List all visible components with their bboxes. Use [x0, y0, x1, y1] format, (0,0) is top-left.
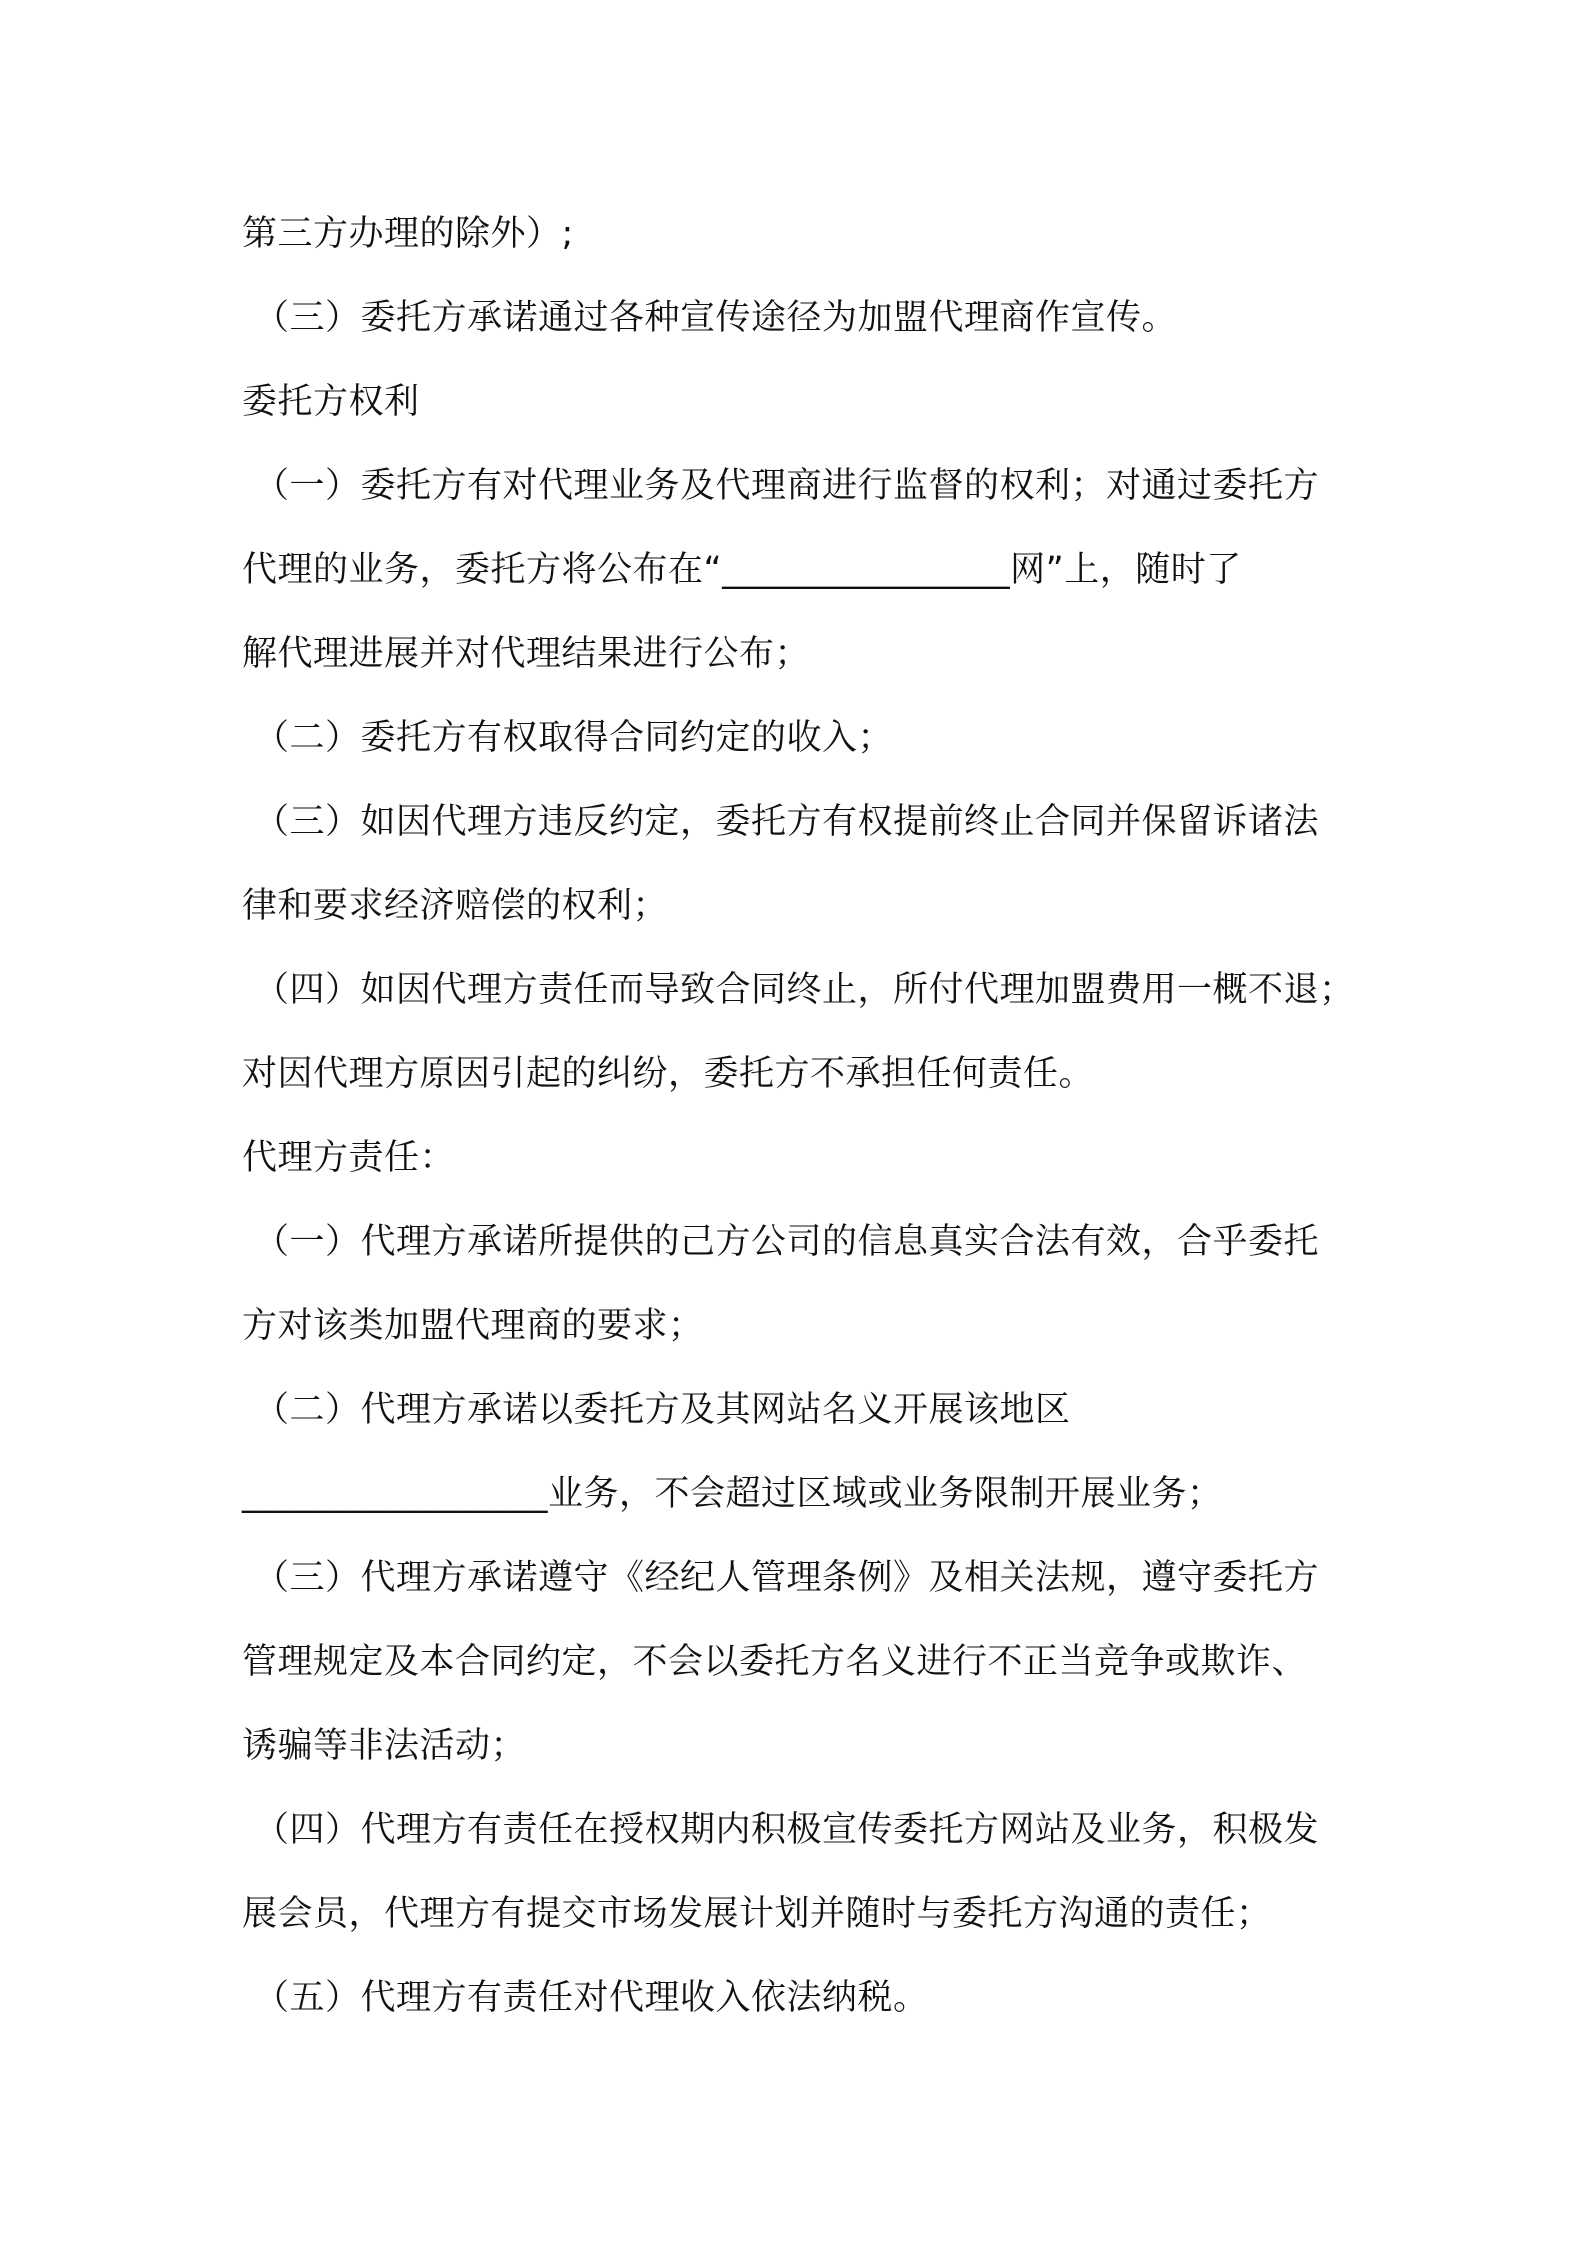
text-line: 代理的业务，委托方将公布在“________________网”上，随时了 — [242, 550, 1242, 590]
text-line: （五）代理方有责任对代理收入依法纳税。 — [254, 1978, 929, 2018]
section-heading: 代理方责任： — [242, 1138, 456, 1178]
text-line: （四）如因代理方责任而导致合同终止，所付代理加盟费用一概不退； — [254, 970, 1355, 1010]
text-line: （三）如因代理方违反约定，委托方有权提前终止合同并保留诉诸法 — [254, 802, 1320, 842]
text-line: 对因代理方原因引起的纠纷，委托方不承担任何责任。 — [242, 1054, 1095, 1094]
text-line: （三）代理方承诺遵守《经纪人管理条例》及相关法规，遵守委托方 — [254, 1558, 1320, 1598]
text-line: （一）委托方有对代理业务及代理商进行监督的权利；对通过委托方 — [254, 466, 1320, 506]
text-line: （二）代理方承诺以委托方及其网站名义开展该地区 — [254, 1390, 1071, 1430]
text-line: （四）代理方有责任在授权期内积极宣传委托方网站及业务，积极发 — [254, 1810, 1320, 1850]
text-line: _________________业务，不会超过区域或业务限制开展业务； — [242, 1474, 1223, 1514]
text-line: （三）委托方承诺通过各种宣传途径为加盟代理商作宣传。 — [254, 298, 1178, 338]
text-line: （二）委托方有权取得合同约定的收入； — [254, 718, 894, 758]
text-line: 第三方办理的除外）; — [242, 214, 574, 254]
text-line: 展会员，代理方有提交市场发展计划并随时与委托方沟通的责任； — [242, 1894, 1272, 1934]
text-line: 解代理进展并对代理结果进行公布； — [242, 634, 811, 674]
section-heading: 委托方权利 — [242, 382, 420, 422]
document-body — [242, 192, 1362, 2040]
text-line: 律和要求经济赔偿的权利； — [242, 886, 669, 926]
text-line: 管理规定及本合同约定，不会以委托方名义进行不正当竞争或欺诈、 — [242, 1642, 1308, 1682]
text-line: 诱骗等非法活动； — [242, 1726, 527, 1766]
text-line: 方对该类加盟代理商的要求； — [242, 1306, 704, 1346]
text-line: （一）代理方承诺所提供的己方公司的信息真实合法有效，合乎委托 — [254, 1222, 1320, 1262]
